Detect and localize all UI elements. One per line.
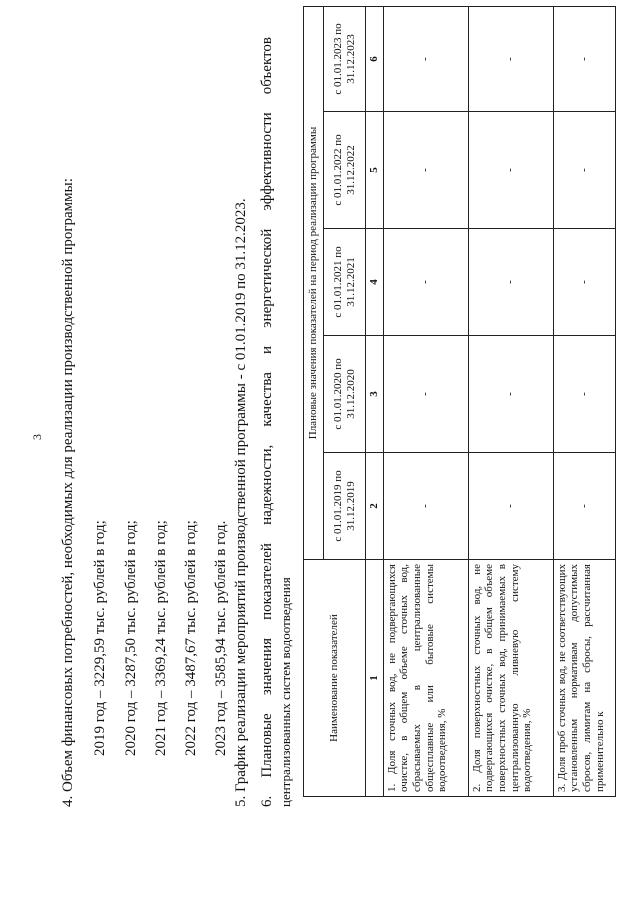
table-cell: - (468, 336, 553, 453)
s6-w6: и (259, 345, 275, 354)
table-cell: - (383, 453, 468, 560)
table-row (468, 6, 553, 796)
period-2022: с 01.01.2022 по 31.12.2022 (324, 112, 366, 229)
period-2021: с 01.01.2021 по 31.12.2021 (324, 229, 366, 336)
s6-w5: качества (259, 372, 275, 427)
funding-2019: 2019 год – 3229,59 тыс. рублей в год; (92, 520, 108, 756)
page-number: 3 (30, 434, 44, 440)
section-6-subheading: централизованных систем водоотведения (278, 577, 293, 807)
table-cell: - (553, 112, 615, 229)
table-cell: - (553, 229, 615, 336)
section-5-text: 5. График реализации мероприятий производственной программы - с 01.01.2019 по 31.12.2023. (233, 198, 249, 807)
col-number-4: 4 (366, 229, 384, 336)
funding-2022: 2022 год – 3487,67 тыс. рублей в год; (183, 520, 199, 756)
indicators-table (303, 7, 613, 797)
period-2019: с 01.01.2019 по 31.12.2019 (324, 453, 366, 560)
col-number-6: 6 (366, 6, 384, 111)
col-number-1: 1 (366, 560, 384, 797)
table-cell: - (468, 229, 553, 336)
s6-w0: 6. (259, 795, 275, 807)
table-cell: - (468, 112, 553, 229)
section-6-heading (259, 37, 276, 807)
table-cell: - (383, 6, 468, 111)
table-row (553, 6, 615, 796)
funding-2020: 2020 год – 3287,50 тыс. рублей в год; (123, 520, 139, 756)
section-4-heading: 4. Объем финансовых потребностей, необходимых для реализации производственной программы: (60, 178, 76, 807)
table-cell: - (383, 112, 468, 229)
period-2023: с 01.01.2023 по 31.12.2023 (324, 6, 366, 111)
table-cell: - (468, 453, 553, 560)
indicator-name: 3. Доля проб сточных вод, не соответствующих установленным нормативам допустимых сбросов, лимитам на сбросы, рассчитанная применительно к (553, 560, 615, 797)
s6-w8: эффективности (259, 112, 275, 211)
col-number-2: 2 (366, 453, 384, 560)
period-2020: с 01.01.2020 по 31.12.2020 (324, 336, 366, 453)
indicator-name: 1. Доля сточных вод, не подвергающихся очистке, в общем объеме сточных вод, сбрасываемых в централизованные общесплавные или бытовые системы водоотведения, % (383, 560, 468, 797)
s6-w1: Плановые (259, 713, 275, 778)
s6-w7: энергетической (259, 228, 275, 328)
s6-w2: значения (259, 638, 275, 696)
table-cell: - (553, 6, 615, 111)
table-row (383, 6, 468, 796)
table-cell: - (553, 453, 615, 560)
table-cell: - (383, 336, 468, 453)
s6-w4: надежности, (259, 444, 275, 525)
table-cell: - (468, 6, 553, 111)
indicator-name: 2. Доля поверхностных сточных вод, не подвергающихся очистке, в общем объеме поверхностных сточных вод, принимаемых в централизованную ливневую систему водоотведения, % (468, 560, 553, 797)
funding-2021: 2021 год – 3369,24 тыс. рублей в год; (153, 520, 169, 756)
table-cell: - (383, 229, 468, 336)
col-number-3: 3 (366, 336, 384, 453)
s6-w9: объектов (259, 37, 275, 95)
header-indicator-name: Наименование показателей (304, 560, 366, 797)
col-number-5: 5 (366, 112, 384, 229)
funding-2023: 2023 год – 3585,94 тыс. рублей в год. (213, 520, 229, 756)
s6-w3: показателей (259, 543, 275, 620)
header-plan-values: Плановые значения показателей на период реализации программы (304, 6, 324, 559)
table-cell: - (553, 336, 615, 453)
